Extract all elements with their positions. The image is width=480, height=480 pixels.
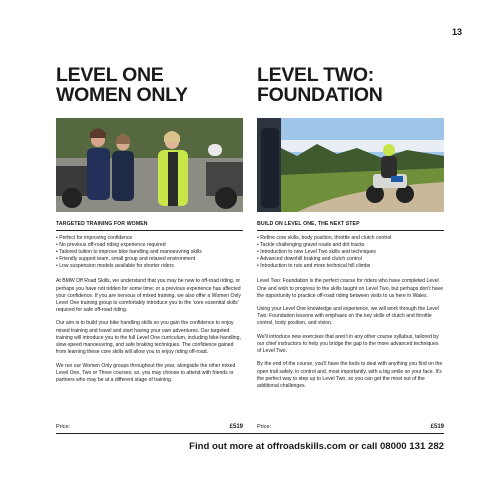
women-riders-illustration (56, 118, 243, 212)
price-label: Price: (56, 424, 71, 430)
level-two-paragraph: By the end of the course, you'll have the tools to deal with anything you find on the open trail safely, in control and, most importantly, with a big smile on your face. It's the perfect way to step up to Level Two, so you can get the most out of the additional challenges. (257, 361, 443, 389)
feature-item: • No previous off-road riding experience required (56, 242, 166, 249)
page-number: 13 (451, 27, 462, 37)
price-value: £519 (430, 424, 444, 430)
level-two-paragraph: Using your Level One knowledge and experience, we will work through the Level Two: Foundation lessons with emphasis on the key skills of clutch and throttle control, body position, and vision. (257, 306, 439, 327)
level-two-price-row (257, 424, 444, 430)
price-label: Price: (257, 424, 272, 430)
feature-item: • Tailored tuition to improve bike handling and manoeuvring skills (56, 249, 202, 256)
feature-item: • Friendly support team, small group and relaxed environment (56, 256, 196, 263)
trail-rider-photo (257, 118, 444, 212)
level-two-feature-list (257, 235, 444, 270)
level-two-paragraph: We'll introduce new exercises that aren't in any other course syllabus, tailored by our chief instructors to help you bridge the gap to the more advanced techniques of Level Two. (257, 333, 439, 355)
level-two-subheading: BUILD ON LEVEL ONE, THE NEXT STEP (257, 221, 444, 231)
footer-divider (56, 433, 444, 434)
women-riders-photo (56, 118, 243, 212)
level-one-subheading: TARGETED TRAINING FOR WOMEN (56, 221, 243, 231)
level-two-heading-line1: LEVEL TWO: (257, 64, 374, 86)
feature-item: • Perfect for improving confidence (56, 235, 133, 241)
feature-item: • Introduction to new Level Two skills and techniques (257, 249, 376, 256)
level-two-paragraph: Level Two: Foundation is the perfect course for riders who have completed Level One and wish to progress to the skills taught on Level Two, but perhaps don't have the opportunity to practice off-road riding between visits to us here in Wales. (257, 278, 444, 299)
level-one-price-row (56, 424, 243, 430)
feature-item: • Advanced downhill braking and clutch control (257, 256, 362, 263)
level-one-feature-list (56, 235, 243, 270)
level-one-column (56, 65, 243, 384)
level-two-column (257, 65, 444, 390)
contact-footer: Find out more at offroadskills.com or call 08000 131 282 (189, 441, 444, 452)
price-value: £519 (229, 424, 243, 430)
level-one-heading-line1: LEVEL ONE (56, 64, 164, 86)
level-one-paragraph: At BMW Off Road Skills, we understand that you may be new to off-road riding, or perhaps you have not ridden for some time; or a previous experience has affected your confidence. If you are nervous of mixed training, we also offer a Women Only Level One training group to comfortably introduce you to the 'core essential skills' required for safe off-road riding. (56, 278, 241, 314)
level-one-heading-line2: WOMEN ONLY (56, 84, 188, 106)
level-one-paragraph: Our aim is to build your bike handling skills so you gain the confidence to enjoy mixed training and travel and start having your own adventures. Our targeted training will introduce you to the full Level One curriculum, including bike-handling, slow-speed manoeuvring, and safe braking techniques. The confidence gained from learning these core skills will allow you to enjoy riding off-road. (56, 320, 241, 356)
level-one-heading (56, 65, 243, 109)
level-two-heading-line2: FOUNDATION (257, 84, 383, 106)
feature-item: • Refine core skills, body position, throttle and clutch control (257, 235, 392, 241)
feature-item: • Introduction to ruts and more technical hill climbs (257, 263, 371, 270)
feature-item: • Tackle challenging gravel roads and dirt tracks (257, 242, 365, 249)
feature-item: • Low suspension models available for shorter riders (56, 263, 174, 270)
trail-rider-illustration (257, 118, 444, 212)
level-two-heading (257, 65, 444, 109)
level-one-paragraph: We run our Women Only groups throughout the year, alongside the other mixed Level One, Two or Three courses; so, you may choose to attend with friends or partners who may be at a different stage of training. (56, 362, 236, 383)
